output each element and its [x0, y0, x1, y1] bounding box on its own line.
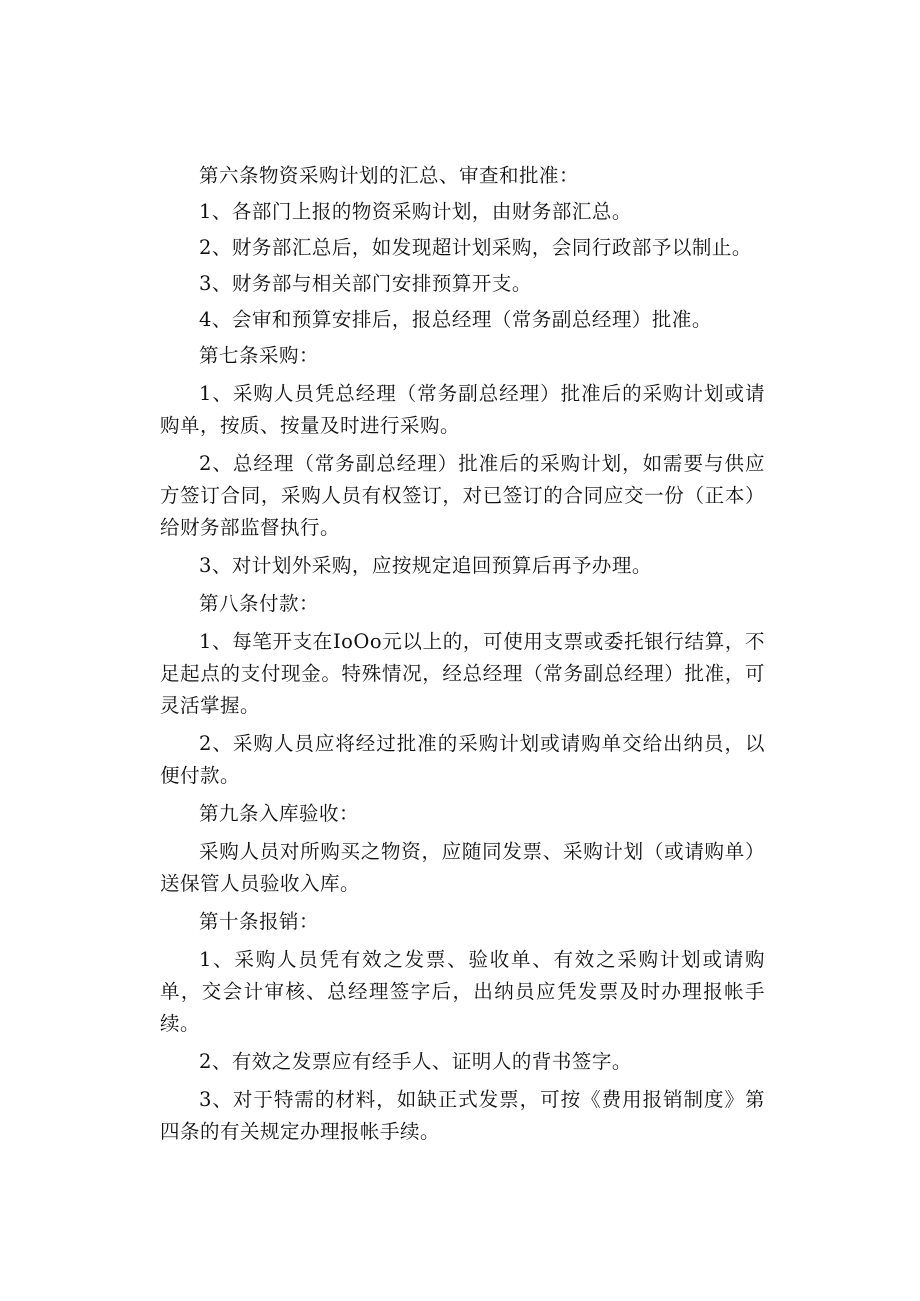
article-6-heading: 第六条物资采购计划的汇总、审查和批准：: [199, 164, 580, 187]
article-7-item-2: 2、总经理（常务副总经理）批准后的采购计划，如需要与供应方签订合同，采购人员有权签订，对已签订的合同应交一份（正本）给财务部监督执行。: [160, 452, 765, 539]
article-10-item-1: 1、采购人员凭有效之发票、验收单、有效之采购计划或请购单，交会计审核、总经理签字后，出纳员应凭发票及时办理报帐手续。: [160, 948, 765, 1035]
article-6-item-4: 4、会审和预算安排后，报总经理（常务副总经理）批准。: [199, 308, 712, 331]
article-10-item-3: 3、对于特需的材料，如缺正式发票，可按《费用报销制度》第四条的有关规定办理报帐手续。: [160, 1088, 765, 1143]
document-page: [160, 160, 765, 1154]
article-10-heading: 第十条报销：: [199, 910, 320, 933]
article-6-item-2: 2、财务部汇总后，如发现超计划采购，会同行政部予以制止。: [199, 236, 752, 259]
article-7-item-3: 3、对计划外采购，应按规定追回预算后再予办理。: [199, 554, 652, 577]
article-6-item-1: 1、各部门上报的物资采购计划，由财务部汇总。: [199, 200, 632, 223]
article-9-heading: 第九条入库验收：: [199, 802, 360, 825]
article-9-body: 采购人员对所购买之物资，应随同发票、采购计划（或请购单）送保管人员验收入库。: [160, 840, 765, 895]
article-8-heading: 第八条付款：: [199, 592, 320, 615]
article-7-item-1: 1、采购人员凭总经理（常务副总经理）批准后的采购计划或请购单，按质、按量及时进行采购。: [160, 382, 765, 437]
article-8-item-2: 2、采购人员应将经过批准的采购计划或请购单交给出纳员，以便付款。: [160, 732, 765, 787]
article-8-item-1: 1、每笔开支在IoOo元以上的，可使用支票或委托银行结算，不足起点的支付现金。特殊情况，经总经理（常务副总经理）批准，可灵活掌握。: [160, 630, 765, 717]
article-6-item-3: 3、财务部与相关部门安排预算开支。: [199, 272, 532, 295]
article-7-heading: 第七条采购：: [199, 344, 320, 367]
article-10-item-2: 2、有效之发票应有经手人、证明人的背书签字。: [199, 1050, 632, 1073]
